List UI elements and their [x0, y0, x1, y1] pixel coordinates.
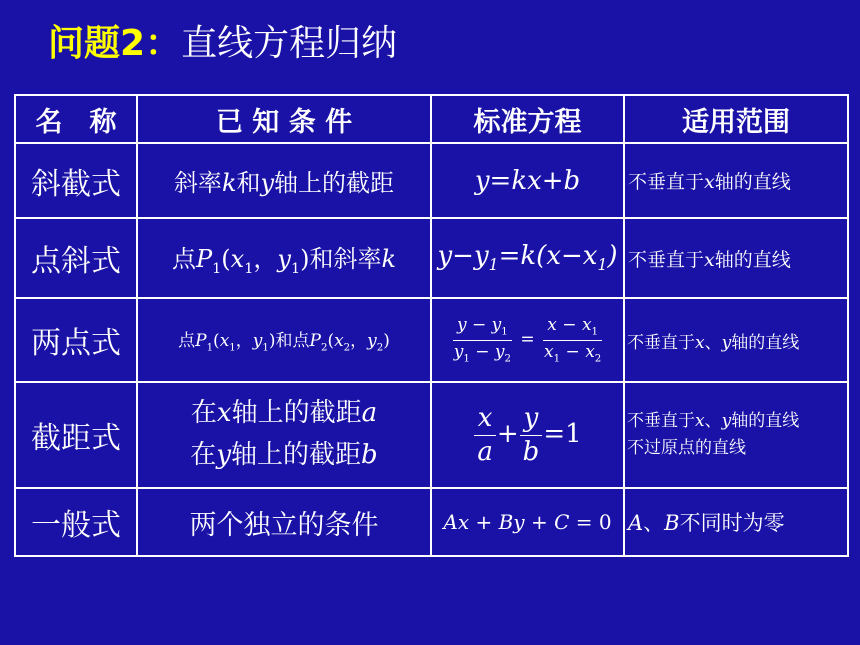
row-equation: $\frac{y - y_1}{y_1 - y_2}$ = $\frac{x - x_1}{x_1 - x_2}$	[431, 298, 624, 382]
header-equation: 标准方程	[431, 95, 624, 143]
row-name: 点斜式	[15, 218, 137, 298]
row-condition: 点$P_1(x_1$，$y_1$)和点$P_2(x_2$，$y_2$)	[137, 298, 431, 382]
row-scope: 不垂直于x、y轴的直线	[624, 298, 848, 382]
row-equation: y=kx+b	[431, 143, 624, 218]
row-equation: $y-y_1=k(x-x_1)$	[431, 218, 624, 298]
row-name: 两点式	[15, 298, 137, 382]
header-scope: 适用范围	[624, 95, 848, 143]
scope-line2: 不过原点的直线	[627, 438, 746, 458]
line-equation-table	[14, 94, 849, 557]
row-scope: A、B不同时为零	[624, 488, 848, 556]
row-condition: 在x轴上的截距a 在y轴上的截距b	[137, 382, 431, 488]
row-scope: 不垂直于x、y轴的直线 不过原点的直线	[624, 382, 848, 488]
table-row	[15, 488, 848, 556]
fraction-y: $\frac{y - y_1}{y_1 - y_2}$	[453, 314, 511, 364]
row-scope: 不垂直于x轴的直线	[624, 218, 848, 298]
fraction-x: $\frac{x - x_1}{x_1 - x_2}$	[544, 314, 602, 364]
row-name: 斜截式	[15, 143, 137, 218]
header-name: 名 称	[15, 95, 137, 143]
title-prefix: 问题2：	[48, 23, 182, 64]
row-condition: 点$P_1(x_1$，$y_1$)和斜率k	[137, 218, 431, 298]
table-row	[15, 298, 848, 382]
table-row	[15, 382, 848, 488]
slide-title	[48, 18, 397, 70]
header-condition: 已 知 条 件	[137, 95, 431, 143]
row-condition: 两个独立的条件	[137, 488, 431, 556]
header-row	[15, 95, 848, 143]
row-equation: $\frac{x}{a}$ + $\frac{y}{b}$ =1	[431, 382, 624, 488]
table-row	[15, 143, 848, 218]
row-condition: 斜率k和y轴上的截距	[137, 143, 431, 218]
row-name: 一般式	[15, 488, 137, 556]
title-text: 直线方程归纳	[181, 23, 398, 64]
fraction-x-a: $\frac{x}{a}$	[473, 404, 497, 466]
fraction-y-b: $\frac{y}{b}$	[519, 404, 544, 466]
row-name: 截距式	[15, 382, 137, 488]
table-row	[15, 218, 848, 298]
row-scope: 不垂直于x轴的直线	[624, 143, 848, 218]
row-equation: Ax + By + C = 0	[431, 488, 624, 556]
